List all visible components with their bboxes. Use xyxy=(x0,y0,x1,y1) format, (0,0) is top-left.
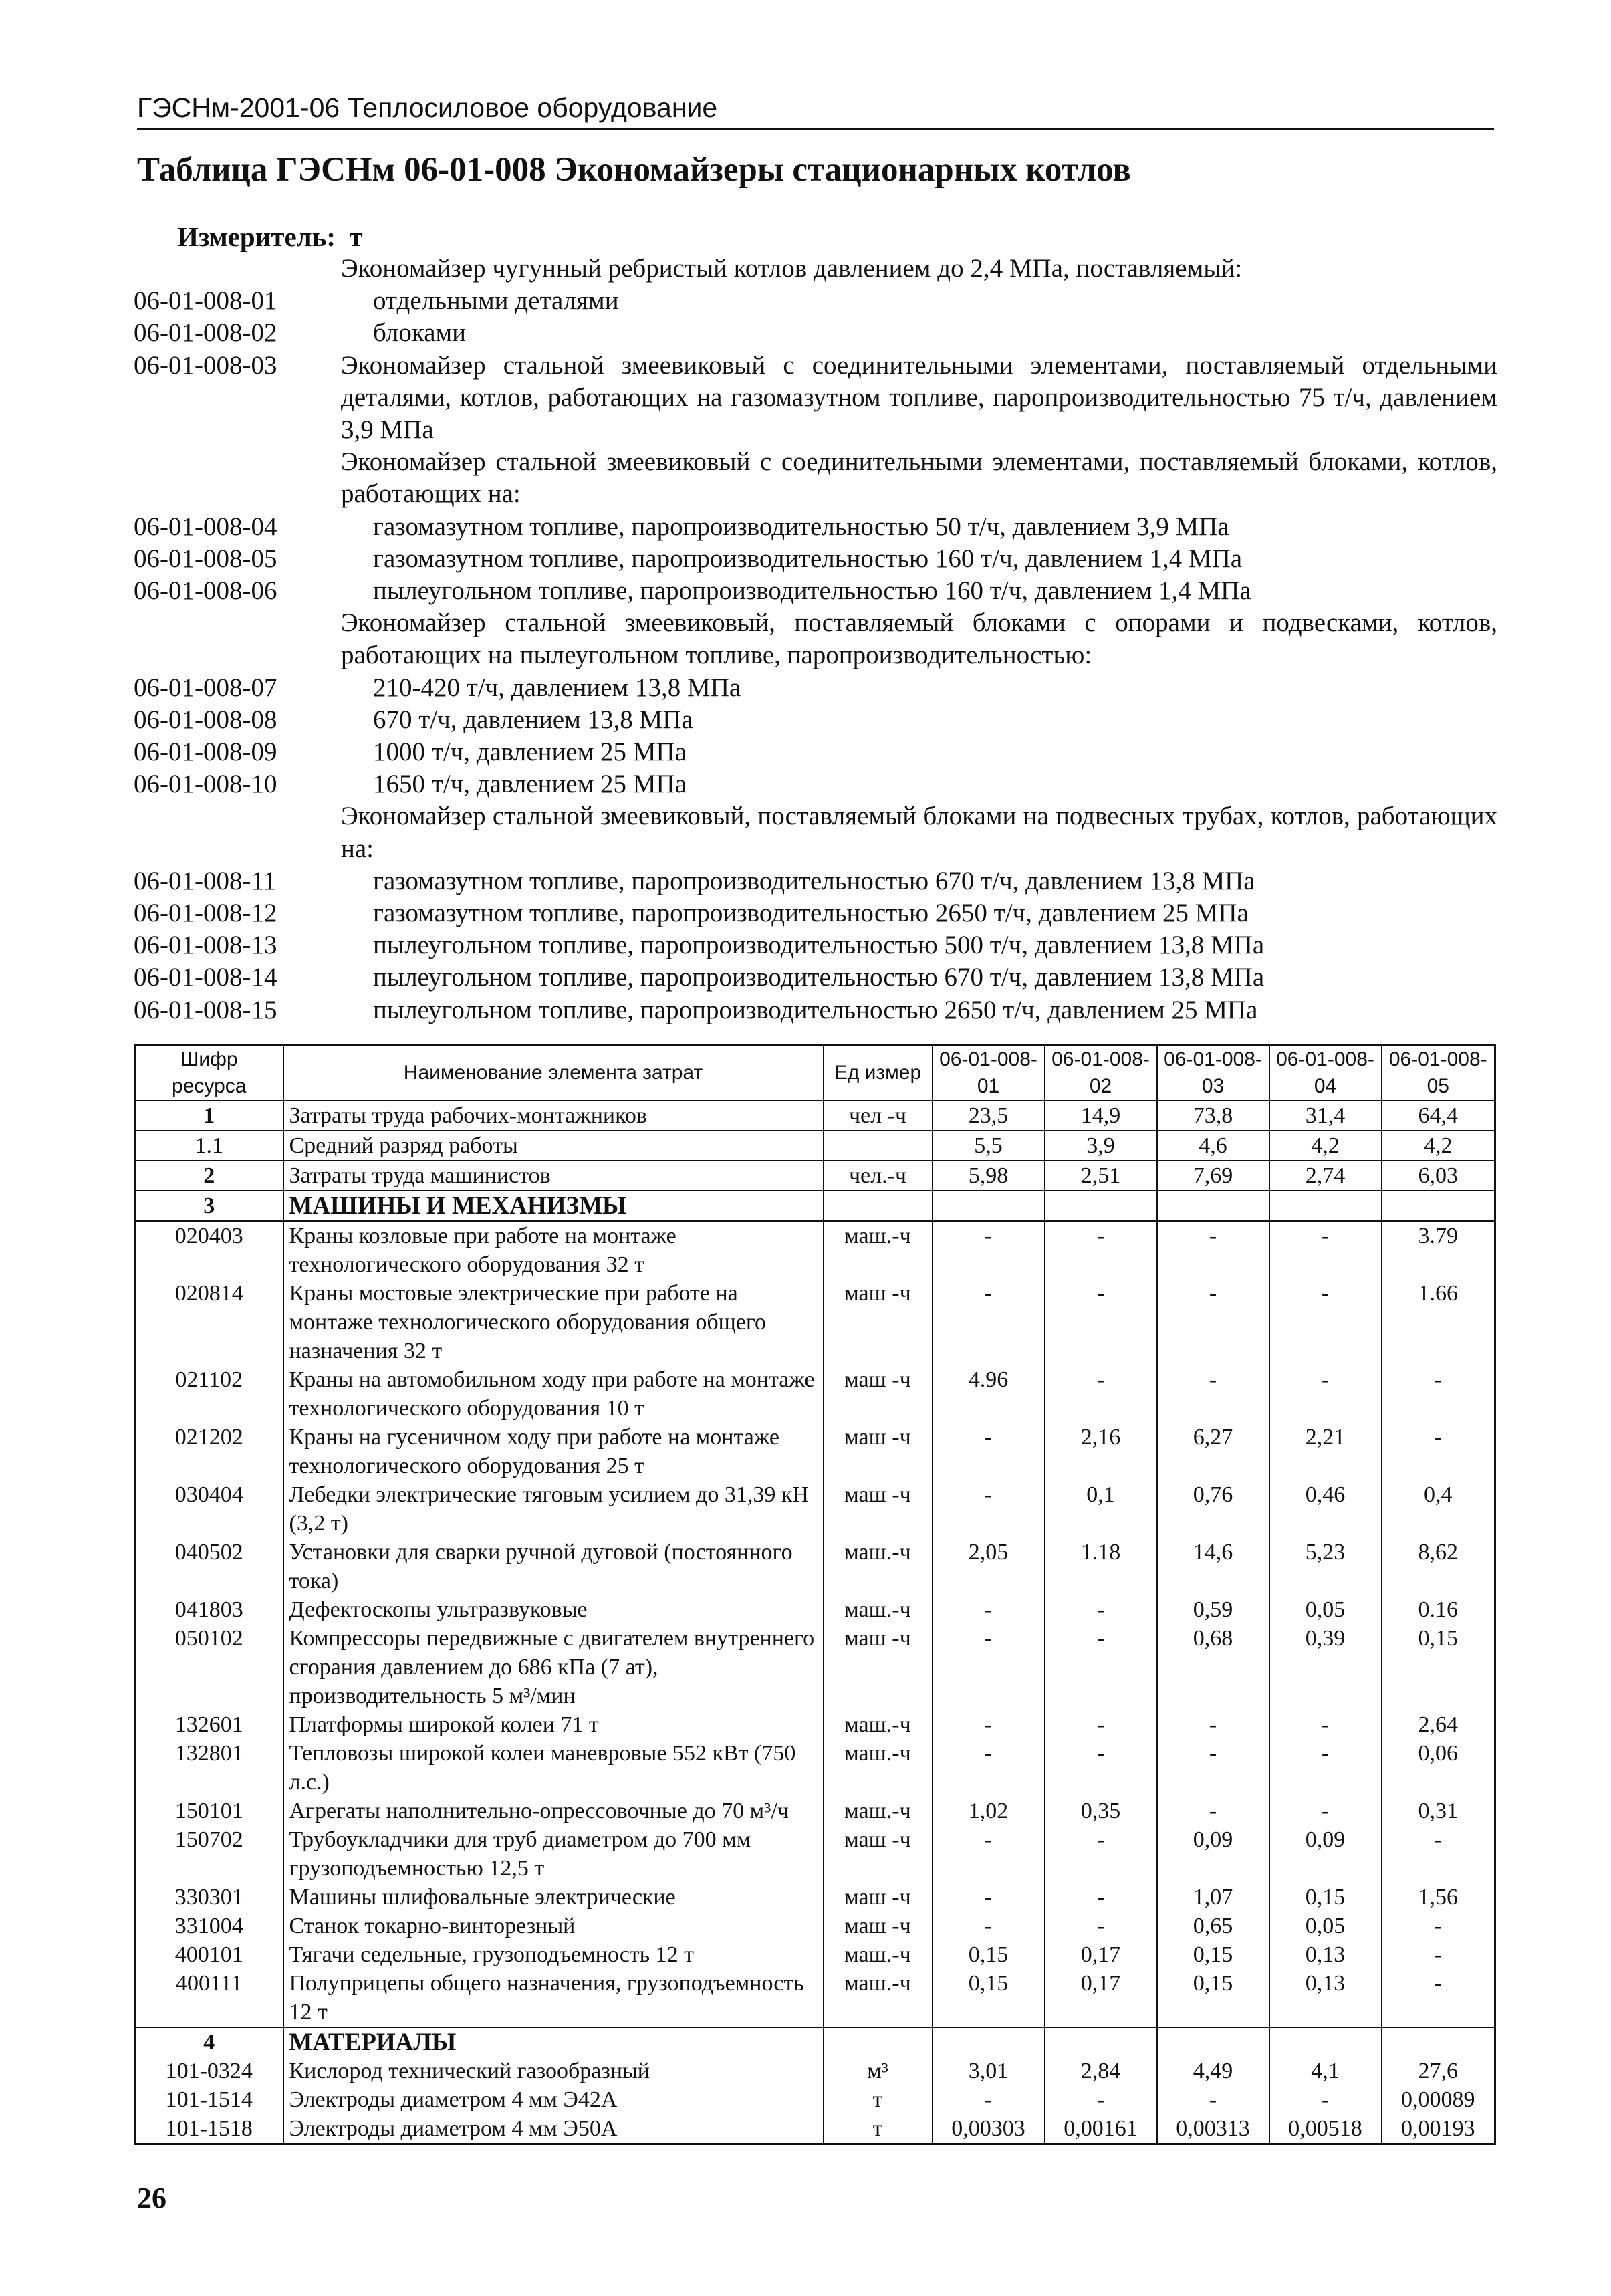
cell-value: - xyxy=(1045,1825,1157,1883)
work-item xyxy=(134,543,1497,575)
cell-value: - xyxy=(1269,2085,1382,2114)
cell-resource-code: 400101 xyxy=(135,1940,283,1969)
cell-value: 2,05 xyxy=(933,1538,1045,1595)
cell-value: - xyxy=(933,1883,1045,1912)
table-row xyxy=(135,1191,1495,1221)
cell-cost-element: Краны на автомобильном ходу при работе на монтаже технологического оборудования 10 т xyxy=(283,1365,824,1423)
work-text: пылеугольном топливе, паропроизводительностью 670 т/ч, давлением 13,8 МПа xyxy=(373,963,1265,992)
work-group-heading xyxy=(134,446,1497,510)
work-item xyxy=(134,511,1497,543)
cell-value: - xyxy=(1269,1797,1382,1825)
cell-unit xyxy=(824,2027,933,2057)
work-text: Экономайзер стальной змеевиковый, поставляемый блоками на подвесных трубах, котлов, работающих на: xyxy=(341,802,1497,863)
measure-label: Измеритель: xyxy=(177,221,336,252)
cell-value: 0,00313 xyxy=(1157,2114,1269,2144)
cell-value: 6,03 xyxy=(1382,1161,1495,1191)
cell-value: - xyxy=(1045,1221,1157,1279)
work-text: пылеугольном топливе, паропроизводительностью 500 т/ч, давлением 13,8 МПа xyxy=(373,931,1265,960)
cell-value: 0,15 xyxy=(1269,1883,1382,1912)
cell-unit xyxy=(824,1131,933,1161)
cell-value: 0,05 xyxy=(1269,1595,1382,1624)
table-row xyxy=(135,2114,1495,2144)
cell-value: 1,07 xyxy=(1157,1883,1269,1912)
cell-unit: чел -ч xyxy=(824,1101,933,1131)
cell-resource-code: 101-1514 xyxy=(135,2085,283,2114)
cell-value: 0,00303 xyxy=(933,2114,1045,2144)
table-row xyxy=(135,2027,1495,2057)
cell-value: 64,4 xyxy=(1382,1101,1495,1131)
work-group-heading xyxy=(134,800,1497,865)
cell-cost-element: Платформы широкой колеи 71 т xyxy=(283,1710,824,1739)
cell-value: - xyxy=(933,1595,1045,1624)
work-text: 670 т/ч, давлением 13,8 МПа xyxy=(373,705,693,734)
cell-unit: маш -ч xyxy=(824,1825,933,1883)
cell-value: - xyxy=(1269,1739,1382,1797)
cell-value: - xyxy=(1045,1739,1157,1797)
cell-cost-element: Краны на гусеничном ходу при работе на монтаже технологического оборудования 25 т xyxy=(283,1423,824,1480)
work-text: 210-420 т/ч, давлением 13,8 МПа xyxy=(373,673,741,702)
work-item xyxy=(134,575,1497,607)
work-text: Экономайзер стальной змеевиковый с соединительными элементами, поставляемый блоками, котлов, работающих на: xyxy=(341,447,1497,509)
cell-value: 27,6 xyxy=(1382,2057,1495,2085)
cell-value: 0,06 xyxy=(1382,1739,1495,1797)
work-text: газомазутном топливе, паропроизводительностью 670 т/ч, давлением 13,8 МПа xyxy=(373,866,1255,895)
cell-value: - xyxy=(1045,1883,1157,1912)
cell-resource-code: 041803 xyxy=(135,1595,283,1624)
cell-resource-code: 020814 xyxy=(135,1279,283,1365)
cell-unit: т xyxy=(824,2085,933,2114)
cell-value: - xyxy=(1045,1624,1157,1710)
work-text: Экономайзер чугунный ребристый котлов давлением до 2,4 МПа, поставляемый: xyxy=(341,254,1243,283)
table-title: Таблица ГЭСНм 06-01-008 Экономайзеры стационарных котлов xyxy=(137,151,1131,189)
work-code: 06-01-008-04 xyxy=(134,511,277,541)
header-col-01: 06-01-008-01 xyxy=(933,1046,1045,1101)
table-row xyxy=(135,1221,1495,1279)
cell-unit xyxy=(824,1191,933,1221)
cell-unit: маш -ч xyxy=(824,1365,933,1423)
cell-cost-element: Компрессоры передвижные с двигателем внутреннего сгорания давлением до 686 кПа (7 ат), производительность 5 м³/мин xyxy=(283,1624,824,1710)
cell-value: - xyxy=(1045,1912,1157,1940)
cell-value: 0,76 xyxy=(1157,1480,1269,1538)
work-item xyxy=(134,994,1497,1026)
cell-cost-element: МАТЕРИАЛЫ xyxy=(283,2027,824,2057)
work-code: 06-01-008-08 xyxy=(134,705,277,734)
cell-value xyxy=(1157,1191,1269,1221)
cell-value: - xyxy=(1382,1423,1495,1480)
cell-value: - xyxy=(933,1221,1045,1279)
cell-value xyxy=(933,2027,1045,2057)
cell-resource-code: 030404 xyxy=(135,1480,283,1538)
work-item xyxy=(134,768,1497,800)
cell-cost-element: Затраты труда машинистов xyxy=(283,1161,824,1191)
table-row xyxy=(135,1883,1495,1912)
cell-value: 5,23 xyxy=(1269,1538,1382,1595)
cell-resource-code: 331004 xyxy=(135,1912,283,1940)
cell-value: 0,15 xyxy=(933,1969,1045,2027)
page-number: 26 xyxy=(137,2182,166,2214)
table-row xyxy=(135,1797,1495,1825)
cell-value: 1,02 xyxy=(933,1797,1045,1825)
cell-value: - xyxy=(1157,1365,1269,1423)
cell-value: - xyxy=(933,1480,1045,1538)
work-group-heading xyxy=(134,607,1497,671)
cell-resource-code: 020403 xyxy=(135,1221,283,1279)
cell-value: - xyxy=(1045,2085,1157,2114)
cell-unit: маш -ч xyxy=(824,1624,933,1710)
cell-unit: т xyxy=(824,2114,933,2144)
cell-value: 4,6 xyxy=(1157,1131,1269,1161)
work-item xyxy=(134,929,1497,961)
cell-cost-element: Кислород технический газообразный xyxy=(283,2057,824,2085)
cell-value: 0,09 xyxy=(1269,1825,1382,1883)
table-row xyxy=(135,1940,1495,1969)
cell-value: - xyxy=(1157,1710,1269,1739)
work-item xyxy=(134,897,1497,929)
cell-value: 4,1 xyxy=(1269,2057,1382,2085)
cell-cost-element: Краны мостовые электрические при работе на монтаже технологического оборудования общего назначения 32 т xyxy=(283,1279,824,1365)
work-code: 06-01-008-14 xyxy=(134,963,277,992)
cell-value: 0,00161 xyxy=(1045,2114,1157,2144)
work-text: блоками xyxy=(373,318,467,348)
cell-resource-code: 040502 xyxy=(135,1538,283,1595)
cell-cost-element: Машины шлифовальные электрические xyxy=(283,1883,824,1912)
cell-resource-code: 2 xyxy=(135,1161,283,1191)
work-text: газомазутном топливе, паропроизводительностью 160 т/ч, давлением 1,4 МПа xyxy=(373,544,1243,573)
cell-value: - xyxy=(933,2085,1045,2114)
cell-value: - xyxy=(1382,1825,1495,1883)
work-text: газомазутном топливе, паропроизводительностью 2650 т/ч, давлением 25 МПа xyxy=(373,899,1249,928)
cell-value: 0,15 xyxy=(1382,1624,1495,1710)
work-text: 1000 т/ч, давлением 25 МПа xyxy=(373,737,687,767)
cell-value xyxy=(1269,2027,1382,2057)
cell-unit: чел.-ч xyxy=(824,1161,933,1191)
cell-value: 0.16 xyxy=(1382,1595,1495,1624)
cell-resource-code: 132601 xyxy=(135,1710,283,1739)
cell-value: 3,9 xyxy=(1045,1131,1157,1161)
cell-resource-code: 101-0324 xyxy=(135,2057,283,2085)
work-item xyxy=(134,350,1497,447)
table-row xyxy=(135,2057,1495,2085)
cell-unit: маш.-ч xyxy=(824,1221,933,1279)
cell-value: - xyxy=(1382,1940,1495,1969)
work-code: 06-01-008-03 xyxy=(134,350,277,380)
table-row xyxy=(135,1131,1495,1161)
cell-cost-element: Электроды диаметром 4 мм Э42А xyxy=(283,2085,824,2114)
cell-value: - xyxy=(1045,1365,1157,1423)
table-row xyxy=(135,1624,1495,1710)
measure-line xyxy=(177,221,363,253)
work-item xyxy=(134,672,1497,704)
cell-value: - xyxy=(1157,1221,1269,1279)
work-code: 06-01-008-10 xyxy=(134,770,277,799)
work-text: Экономайзер стальной змеевиковый, поставляемый блоками с опорами и подвесками, котлов, работающих на пылеугольном топливе, паропроизводительностью: xyxy=(341,608,1497,670)
cell-value: 0,15 xyxy=(1157,1969,1269,2027)
cell-value: - xyxy=(933,1423,1045,1480)
table-row xyxy=(135,1912,1495,1940)
cell-unit: маш -ч xyxy=(824,1423,933,1480)
work-item xyxy=(134,704,1497,736)
cell-value: - xyxy=(933,1912,1045,1940)
cell-value: - xyxy=(1269,1279,1382,1365)
cell-value: 23,5 xyxy=(933,1101,1045,1131)
cell-value: - xyxy=(1157,2085,1269,2114)
cell-unit: маш -ч xyxy=(824,1883,933,1912)
cell-value: 73,8 xyxy=(1157,1101,1269,1131)
header-col-04: 06-01-008-04 xyxy=(1269,1046,1382,1101)
work-code: 06-01-008-06 xyxy=(134,576,277,606)
cell-resource-code: 021102 xyxy=(135,1365,283,1423)
measure-value: т xyxy=(349,221,363,252)
cell-value: 2,64 xyxy=(1382,1710,1495,1739)
cell-value: 4,2 xyxy=(1269,1131,1382,1161)
cell-resource-code: 021202 xyxy=(135,1423,283,1480)
cell-value: - xyxy=(1269,1221,1382,1279)
cell-value: 0,1 xyxy=(1045,1480,1157,1538)
cell-value: 5,98 xyxy=(933,1161,1045,1191)
cell-value: 7,69 xyxy=(1157,1161,1269,1191)
cell-cost-element: Тягачи седельные, грузоподъемность 12 т xyxy=(283,1940,824,1969)
cell-resource-code: 132801 xyxy=(135,1739,283,1797)
cell-value: - xyxy=(1382,1365,1495,1423)
running-header: ГЭСНм-2001-06 Теплосиловое оборудование xyxy=(137,90,1494,130)
cell-cost-element: Станок токарно-винторезный xyxy=(283,1912,824,1940)
table-row xyxy=(135,1538,1495,1595)
work-text: отдельными деталями xyxy=(373,286,619,316)
cell-unit: маш.-ч xyxy=(824,1940,933,1969)
cell-value: 0,17 xyxy=(1045,1969,1157,2027)
cell-value: - xyxy=(933,1825,1045,1883)
cell-value: 0,13 xyxy=(1269,1969,1382,2027)
cell-cost-element: Лебедки электрические тяговым усилием до 31,39 кН (3,2 т) xyxy=(283,1480,824,1538)
cell-value: 0,00193 xyxy=(1382,2114,1495,2144)
work-code: 06-01-008-01 xyxy=(134,286,277,316)
table-body xyxy=(135,1101,1495,2144)
cell-value: 0,4 xyxy=(1382,1480,1495,1538)
cell-value xyxy=(1382,2027,1495,2057)
cell-value: 0,65 xyxy=(1157,1912,1269,1940)
cell-value: 14,6 xyxy=(1157,1538,1269,1595)
cell-resource-code: 4 xyxy=(135,2027,283,2057)
cell-resource-code: 050102 xyxy=(135,1624,283,1710)
cell-cost-element: Дефектоскопы ультразвуковые xyxy=(283,1595,824,1624)
table-row xyxy=(135,1279,1495,1365)
cell-cost-element: Краны козловые при работе на монтаже технологического оборудования 32 т xyxy=(283,1221,824,1279)
cell-value: - xyxy=(1269,1365,1382,1423)
cell-value: - xyxy=(933,1279,1045,1365)
cell-value: 0,15 xyxy=(1157,1940,1269,1969)
work-item xyxy=(134,865,1497,897)
cell-cost-element: Электроды диаметром 4 мм Э50А xyxy=(283,2114,824,2144)
cell-value: - xyxy=(1382,1969,1495,2027)
work-text: пылеугольном топливе, паропроизводительностью 160 т/ч, давлением 1,4 МПа xyxy=(373,576,1251,606)
cell-value: 2,51 xyxy=(1045,1161,1157,1191)
cell-value: 0,59 xyxy=(1157,1595,1269,1624)
table-row xyxy=(135,1101,1495,1131)
cell-value: - xyxy=(1382,1912,1495,1940)
work-code: 06-01-008-05 xyxy=(134,544,277,573)
cell-cost-element: Тепловозы широкой колеи маневровые 552 кВт (750 л.с.) xyxy=(283,1739,824,1797)
cell-unit: маш.-ч xyxy=(824,1595,933,1624)
work-group-heading xyxy=(134,253,1497,285)
cell-value: 0,17 xyxy=(1045,1940,1157,1969)
cell-resource-code: 101-1518 xyxy=(135,2114,283,2144)
cell-unit: маш.-ч xyxy=(824,1969,933,2027)
cell-value: - xyxy=(1045,1710,1157,1739)
cell-value: 8,62 xyxy=(1382,1538,1495,1595)
cell-resource-code: 1.1 xyxy=(135,1131,283,1161)
cell-value: 0,00518 xyxy=(1269,2114,1382,2144)
header-col-05: 06-01-008-05 xyxy=(1382,1046,1495,1101)
cell-value: 1,56 xyxy=(1382,1883,1495,1912)
work-code: 06-01-008-13 xyxy=(134,931,277,960)
work-item xyxy=(134,317,1497,349)
cell-value: 2,84 xyxy=(1045,2057,1157,2085)
cell-value xyxy=(933,1191,1045,1221)
cell-value: - xyxy=(933,1710,1045,1739)
work-code: 06-01-008-11 xyxy=(134,866,277,895)
cell-value: - xyxy=(933,1739,1045,1797)
work-item xyxy=(134,285,1497,317)
cell-value: 6,27 xyxy=(1157,1423,1269,1480)
table-row xyxy=(135,1739,1495,1797)
cell-unit: м³ xyxy=(824,2057,933,2085)
cell-value: 0,05 xyxy=(1269,1912,1382,1940)
cell-cost-element: Затраты труда рабочих-монтажников xyxy=(283,1101,824,1131)
header-resource-code: Шифр ресурса xyxy=(135,1046,283,1101)
table-row xyxy=(135,1480,1495,1538)
cell-value xyxy=(1045,2027,1157,2057)
cell-resource-code: 150101 xyxy=(135,1797,283,1825)
cell-resource-code: 3 xyxy=(135,1191,283,1221)
table-row xyxy=(135,1161,1495,1191)
cell-value: 0,31 xyxy=(1382,1797,1495,1825)
cell-value: 0,39 xyxy=(1269,1624,1382,1710)
cell-value xyxy=(1045,1191,1157,1221)
work-item xyxy=(134,961,1497,994)
cell-resource-code: 400111 xyxy=(135,1969,283,2027)
cell-value: - xyxy=(1269,1710,1382,1739)
cell-value: - xyxy=(1045,1595,1157,1624)
cell-value: - xyxy=(1157,1279,1269,1365)
cell-cost-element: Агрегаты наполнительно-опрессовочные до 70 м³/ч xyxy=(283,1797,824,1825)
table-header-row xyxy=(135,1046,1495,1101)
cell-value: 4,49 xyxy=(1157,2057,1269,2085)
cell-value: - xyxy=(1157,1797,1269,1825)
cell-value: 2,21 xyxy=(1269,1423,1382,1480)
cell-value xyxy=(1382,1191,1495,1221)
cell-cost-element: МАШИНЫ И МЕХАНИЗМЫ xyxy=(283,1191,824,1221)
work-descriptions xyxy=(134,253,1497,1026)
cell-value: 1.18 xyxy=(1045,1538,1157,1595)
cell-resource-code: 1 xyxy=(135,1101,283,1131)
cell-value: 1.66 xyxy=(1382,1279,1495,1365)
cell-value: 5,5 xyxy=(933,1131,1045,1161)
table-row xyxy=(135,2085,1495,2114)
cell-resource-code: 330301 xyxy=(135,1883,283,1912)
work-code: 06-01-008-12 xyxy=(134,899,277,928)
cell-unit: маш.-ч xyxy=(824,1739,933,1797)
cell-unit: маш -ч xyxy=(824,1912,933,1940)
table-row xyxy=(135,1365,1495,1423)
cell-value: 0,09 xyxy=(1157,1825,1269,1883)
cell-cost-element: Средний разряд работы xyxy=(283,1131,824,1161)
cell-unit: маш.-ч xyxy=(824,1797,933,1825)
work-item xyxy=(134,736,1497,768)
work-text: 1650 т/ч, давлением 25 МПа xyxy=(373,770,687,799)
header-unit: Ед измер xyxy=(824,1046,933,1101)
work-code: 06-01-008-15 xyxy=(134,995,277,1024)
work-text: Экономайзер стальной змеевиковый с соединительными элементами, поставляемый отдельными деталями, котлов, работающих на газомазутном топливе, паропроизводительностью 75 т/ч, давлением 3,9 МПа xyxy=(341,350,1497,445)
cell-value: 4,2 xyxy=(1382,1131,1495,1161)
cell-value: 4.96 xyxy=(933,1365,1045,1423)
cell-unit: маш -ч xyxy=(824,1279,933,1365)
table-row xyxy=(135,1825,1495,1883)
cell-value: 0,46 xyxy=(1269,1480,1382,1538)
cell-unit: маш.-ч xyxy=(824,1710,933,1739)
cell-value xyxy=(1157,2027,1269,2057)
cell-resource-code: 150702 xyxy=(135,1825,283,1883)
cell-value: 2,16 xyxy=(1045,1423,1157,1480)
cell-unit: маш.-ч xyxy=(824,1538,933,1595)
cell-value: - xyxy=(933,1624,1045,1710)
cell-cost-element: Установки для сварки ручной дуговой (постоянного тока) xyxy=(283,1538,824,1595)
header-col-02: 06-01-008-02 xyxy=(1045,1046,1157,1101)
cell-cost-element: Полуприцепы общего назначения, грузоподъемность 12 т xyxy=(283,1969,824,2027)
cell-value: - xyxy=(1045,1279,1157,1365)
cell-value: 0,13 xyxy=(1269,1940,1382,1969)
cell-value: 14,9 xyxy=(1045,1101,1157,1131)
work-text: газомазутном топливе, паропроизводительностью 50 т/ч, давлением 3,9 МПа xyxy=(373,511,1229,541)
cell-value: 2,74 xyxy=(1269,1161,1382,1191)
table-row xyxy=(135,1595,1495,1624)
cell-value: 0,00089 xyxy=(1382,2085,1495,2114)
cell-value: - xyxy=(1157,1739,1269,1797)
header-cost-element: Наименование элемента затрат xyxy=(283,1046,824,1101)
cell-value: 0,35 xyxy=(1045,1797,1157,1825)
cell-value: 3.79 xyxy=(1382,1221,1495,1279)
work-code: 06-01-008-07 xyxy=(134,673,277,702)
cell-value: 0,68 xyxy=(1157,1624,1269,1710)
cell-value: 0,15 xyxy=(933,1940,1045,1969)
cell-value: 31,4 xyxy=(1269,1101,1382,1131)
table-row xyxy=(135,1710,1495,1739)
cell-cost-element: Трубоукладчики для труб диаметром до 700 мм грузоподъемностью 12,5 т xyxy=(283,1825,824,1883)
cell-value xyxy=(1269,1191,1382,1221)
work-text: пылеугольном топливе, паропроизводительностью 2650 т/ч, давлением 25 МПа xyxy=(373,995,1258,1024)
cell-unit: маш -ч xyxy=(824,1480,933,1538)
table-row xyxy=(135,1423,1495,1480)
resource-table xyxy=(134,1044,1496,2145)
table-row xyxy=(135,1969,1495,2027)
cell-value: 3,01 xyxy=(933,2057,1045,2085)
work-code: 06-01-008-09 xyxy=(134,737,277,767)
header-col-03: 06-01-008-03 xyxy=(1157,1046,1269,1101)
work-code: 06-01-008-02 xyxy=(134,318,277,348)
